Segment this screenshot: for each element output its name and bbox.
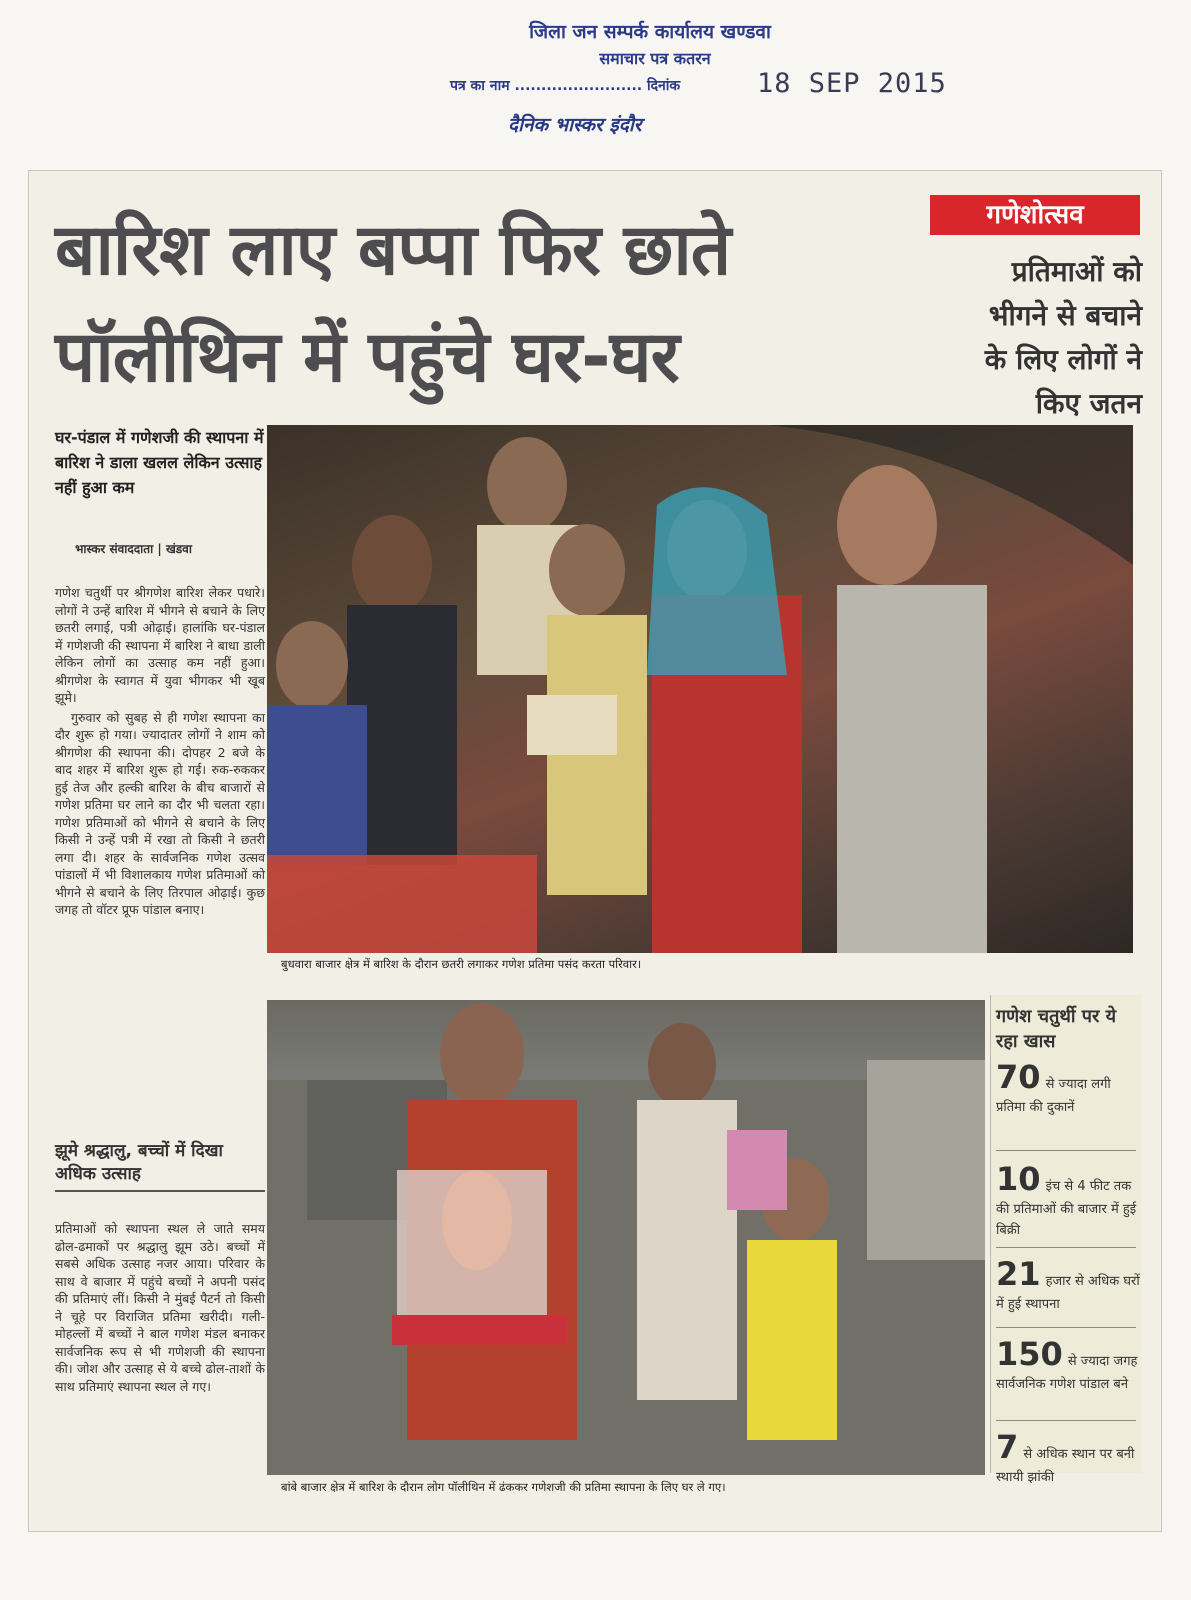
photo-caption-2: बांबे बाजार क्षेत्र में बारिश के दौरान लोग पॉलीथिन में ढंककर गणेशजी की प्रतिमा स्थापना के लिए घर ले गए। bbox=[275, 1478, 732, 1497]
fact-number: 150 bbox=[996, 1335, 1063, 1373]
fact-number: 21 bbox=[996, 1255, 1041, 1293]
fact-divider bbox=[996, 1327, 1136, 1328]
fact-text: हजार से अधिक घरों में हुई स्थापना bbox=[996, 1274, 1140, 1312]
fact-item bbox=[996, 1160, 1141, 1240]
deck: घर-पंडाल में गणेशजी की स्थापना में बारिश ने डाला खलल लेकिन उत्साह नहीं हुआ कम bbox=[55, 428, 264, 497]
fact-divider bbox=[996, 1247, 1136, 1248]
stamp-paper-name: दैनिक भास्कर इंदौर bbox=[508, 114, 642, 136]
fact-item bbox=[996, 1335, 1141, 1394]
section-subhead-line: भीगने से बचाने bbox=[988, 299, 1142, 332]
paragraph: गुरुवार को सुबह से ही गणेश स्थापना का दौर शुरू हो गया। ज्यादातर लोगों ने शाम को श्रीगणेश की स्थापना की। दोपहर 2 बजे के बाद शहर में बारिश शुरू हो गई। रुक-रुककर हुई तेज और हल्की बारिश के बीच बाजारों से गणेश प्रतिमा घर लाने का दौर भी चलता रहा। गणेश प्रतिमाओं को भीगने से बचाने के लिए किसी ने उन्हें पत्री में रखा तो किसी ने छतरी लगा दी। शहर के सार्वजनिक गणेश उत्सव पांडालों में भी विशालकाय गणेश प्रतिमाओं को भीगने से बचाने के लिए तिरपाल ओढ़ाई। कुछ जगह तो वॉटर प्रूफ पांडाल बनाए। bbox=[55, 709, 265, 917]
fact-item bbox=[996, 1428, 1141, 1487]
photo-illustration bbox=[267, 1000, 985, 1475]
fact-divider bbox=[996, 1420, 1136, 1421]
section-tag: गणेशोत्सव bbox=[930, 195, 1140, 235]
fact-text: से ज्यादा जगह सार्वजनिक गणेश पांडाल बने bbox=[996, 1354, 1138, 1392]
photo-family-umbrella bbox=[267, 425, 1133, 953]
fact-text: इंच से 4 फीट तक की प्रतिमाओं की बाजार में हुई बिक्री bbox=[996, 1179, 1137, 1238]
stamp-office: जिला जन सम्पर्क कार्यालय खण्डवा bbox=[529, 21, 771, 43]
section-subhead-line: के लिए लोगों ने bbox=[984, 343, 1142, 376]
paragraph: प्रतिमाओं को स्थापना स्थल ले जाते समय ढोल-ढमाकों पर श्रद्धालु झूम उठे। बच्चों में सबसे अधिक उत्साह नजर आया। परिवार के साथ वे बाजार में पहुंचे बच्चों ने अपनी पसंद की प्रतिमाएं लीं। किसी ने मुंबई पैटर्न तो किसी ने चूहे पर विराजित प्रतिमा खरीदी। गली-मोहल्लों में बच्चों ने बाल गणेश मंडल बनाकर सार्वजनिक रूप से भी गणेशजी की स्थापना की। जोश और उत्साह से ये बच्चे ढोल-ताशों के साथ प्रतिमाएं स्थापना स्थल ले गए। bbox=[55, 1221, 265, 1394]
fact-item bbox=[996, 1058, 1141, 1117]
stamp-date: 18 SEP 2015 bbox=[757, 68, 947, 99]
stamp-paper-field: पत्र का नाम ........................ दिनांक bbox=[450, 78, 681, 94]
section-subhead-line: प्रतिमाओं को bbox=[1011, 255, 1142, 288]
section-subhead-line: किए जतन bbox=[1035, 387, 1142, 420]
byline: भास्कर संवाददाता | खंडवा bbox=[75, 542, 192, 556]
fact-divider bbox=[996, 1150, 1136, 1151]
fact-number: 7 bbox=[996, 1428, 1019, 1466]
stamp-label: समाचार पत्र कतरन bbox=[599, 49, 711, 68]
headline-line-2: पॉलीथिन में पहुंचे घर-घर bbox=[55, 315, 679, 398]
fact-item bbox=[996, 1255, 1141, 1314]
article-body-1 bbox=[55, 584, 265, 921]
headline-line-1: बारिश लाए बप्पा फिर छाते bbox=[55, 208, 731, 291]
article-body-2 bbox=[55, 1220, 265, 1397]
photo-illustration bbox=[267, 425, 1133, 953]
photo-caption-1: बुधवारा बाजार क्षेत्र में बारिश के दौरान छतरी लगाकर गणेश प्रतिमा पसंद करता परिवार। bbox=[275, 955, 647, 974]
fact-text: से ज्यादा लगी प्रतिमा की दुकानें bbox=[996, 1077, 1111, 1115]
section-subhead bbox=[926, 250, 1142, 426]
fact-text: से अधिक स्थान पर बनी स्थायी झांकी bbox=[996, 1447, 1135, 1485]
facts-title: गणेश चतुर्थी पर ये रहा खास bbox=[996, 1006, 1117, 1052]
paragraph: गणेश चतुर्थी पर श्रीगणेश बारिश लेकर पधारे। लोगों ने उन्हें बारिश में भीगने से बचाने के लिए छतरी लगाई, पत्री ओढ़ाई। हालांकि घर-पंडाल में गणेशजी की स्थापना में बारिश ने बाधा डाली लेकिन लोगों का उत्साह कम नहीं हुआ। श्रीगणेश के स्वागत में युवा भीगकर भी खूब झूमे। bbox=[55, 585, 265, 705]
fact-number: 70 bbox=[996, 1058, 1041, 1096]
photo-man-carrying-idol bbox=[267, 1000, 985, 1475]
fact-number: 10 bbox=[996, 1160, 1041, 1198]
article-subhead: झूमे श्रद्धालु, बच्चों में दिखा अधिक उत्साह bbox=[55, 1140, 265, 1192]
